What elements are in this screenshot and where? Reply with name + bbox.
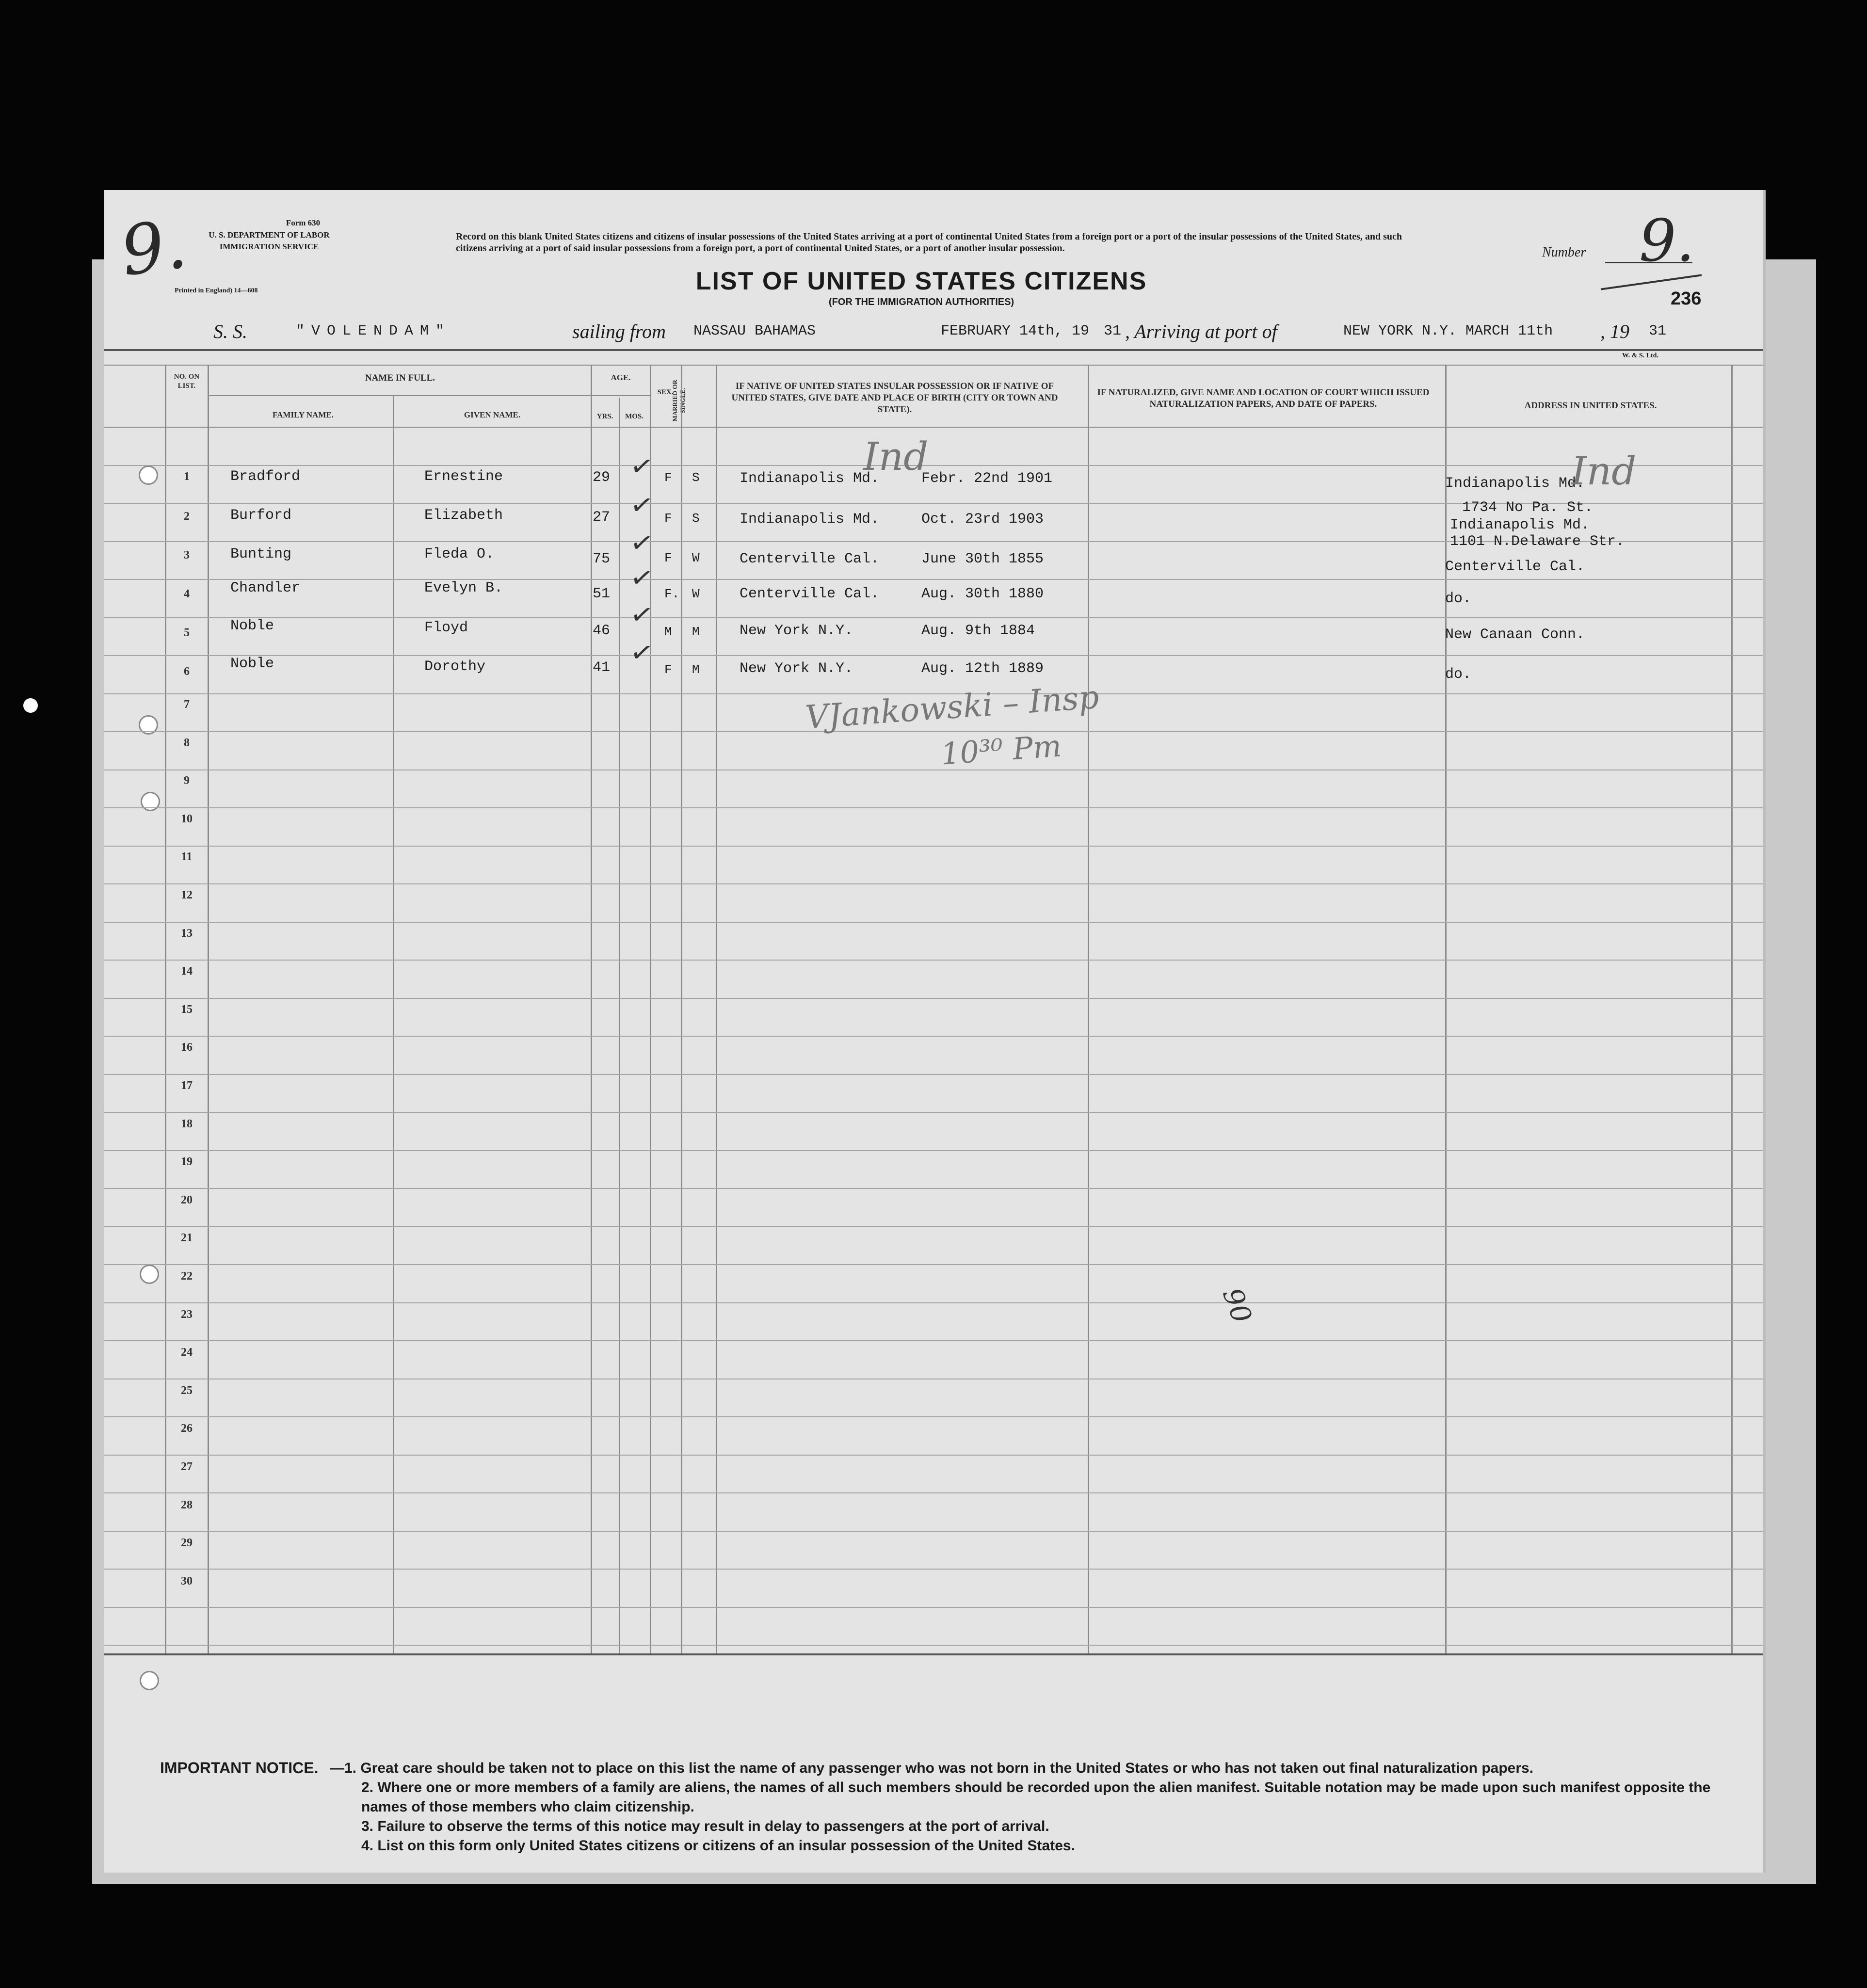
- birth-date-cell: Aug. 9th 1884: [921, 623, 1035, 639]
- sex-cell: M: [664, 625, 672, 639]
- service-name: IMMIGRATION SERVICE: [219, 242, 319, 252]
- row-number: 30: [181, 1575, 193, 1587]
- sex-cell: F: [664, 470, 672, 485]
- row-rule: [104, 1569, 1763, 1570]
- family-name-cell: Chandler: [230, 580, 301, 596]
- printed-in-note: Printed in England) 14—608: [175, 287, 258, 294]
- col-rule: [1088, 365, 1089, 1654]
- row-number: 19: [181, 1155, 193, 1168]
- sex-cell: F: [664, 662, 672, 677]
- inspection-time: 10³⁰ Pm: [939, 728, 1063, 772]
- family-name-cell: Bradford: [230, 468, 301, 485]
- marital-status-cell: M: [692, 625, 700, 639]
- row-rule: [104, 960, 1763, 961]
- birth-place-cell: New York N.Y.: [740, 660, 853, 677]
- sheet-number: 236: [1671, 289, 1702, 309]
- row-number: 24: [181, 1346, 193, 1359]
- arrival-year: 31: [1649, 323, 1667, 339]
- address-line-1: Indianapolis Md.: [1450, 517, 1590, 533]
- punch-hole: [139, 465, 158, 485]
- given-name-cell: Evelyn B.: [424, 580, 503, 596]
- family-name-cell: Bunting: [230, 546, 292, 562]
- age-years-cell: 46: [593, 623, 611, 639]
- col-rule: [208, 365, 209, 1654]
- check-mark-icon: ✓: [628, 449, 656, 484]
- ship-name: "VOLENDAM": [296, 323, 451, 339]
- marital-status-cell: W: [692, 551, 700, 565]
- ss-label: S. S.: [213, 321, 247, 342]
- col-rule: [681, 365, 682, 1654]
- voyage-underline: [104, 349, 1763, 351]
- age-years-cell: 27: [593, 509, 611, 526]
- notice-item-1: —1. Great care should be taken not to place on this list the name of any passenger who was not born in the United States or who has not taken out final naturalization papers.: [330, 1760, 1534, 1776]
- family-name-cell: Burford: [230, 507, 292, 524]
- row-rule: [104, 1455, 1763, 1456]
- col-family-name: FAMILY NAME.: [273, 410, 334, 419]
- marital-status-cell: M: [692, 662, 700, 677]
- family-name-cell: Noble: [230, 618, 274, 634]
- margin-number: 9.: [116, 204, 192, 292]
- address-line-1: Indianapolis Md.: [1445, 475, 1585, 492]
- row-number: 16: [181, 1041, 193, 1054]
- address-line-1: do.: [1445, 666, 1472, 683]
- row-rule: [104, 1264, 1763, 1265]
- row-rule: [104, 731, 1763, 732]
- notice-item-4: 4. List on this form only United States citizens or citizens of an insular possession of the United States.: [361, 1838, 1075, 1854]
- row-number: 15: [181, 1003, 193, 1016]
- row-number: 14: [181, 965, 193, 978]
- birth-place-cell: Centerville Cal.: [740, 586, 880, 602]
- form-subtitle: (FOR THE IMMIGRATION AUTHORITIES): [828, 297, 1014, 307]
- number-value: 9.: [1639, 208, 1695, 275]
- row-rule: [104, 1416, 1763, 1417]
- row-rule: [104, 465, 1763, 466]
- check-mark-icon: ✓: [628, 635, 656, 671]
- col-name-in-full: NAME IN FULL.: [365, 373, 435, 383]
- birth-place-cell: Indianapolis Md.: [740, 511, 880, 528]
- row-number: 13: [181, 927, 193, 940]
- given-name-cell: Ernestine: [424, 468, 503, 485]
- col-sex: SEX.: [657, 388, 674, 396]
- pencil-state-note: Ind: [863, 434, 929, 479]
- row-number: 17: [181, 1079, 193, 1092]
- punch-hole: [140, 1265, 159, 1284]
- row-number: 23: [181, 1308, 193, 1321]
- col-address: ADDRESS IN UNITED STATES.: [1524, 401, 1657, 411]
- row-rule: [104, 998, 1763, 999]
- address-line-1: do.: [1445, 591, 1472, 607]
- form-number: Form 630: [286, 218, 321, 227]
- row-number: 5: [184, 626, 190, 639]
- arrival-century: , 19: [1600, 321, 1629, 342]
- row-rule: [104, 807, 1763, 808]
- row-rule: [104, 1302, 1763, 1303]
- col-rule: [716, 365, 717, 1654]
- col-age-months: MOS.: [625, 413, 644, 420]
- stamp-number: 90: [1216, 1283, 1258, 1328]
- given-name-cell: Dorothy: [424, 658, 486, 675]
- row-rule: [104, 1188, 1763, 1189]
- col-age-years: YRS.: [596, 413, 613, 420]
- notice-label: IMPORTANT NOTICE.: [160, 1759, 319, 1777]
- col-rule: [591, 365, 592, 1654]
- row-number: 12: [181, 889, 193, 901]
- departure-year: 31: [1104, 323, 1122, 339]
- birth-place-cell: Centerville Cal.: [740, 551, 880, 567]
- age-years-cell: 75: [593, 551, 611, 567]
- col-rule: [1731, 365, 1733, 1654]
- birth-date-cell: June 30th 1855: [921, 551, 1044, 567]
- row-rule: [104, 1531, 1763, 1532]
- punch-hole: [23, 698, 38, 713]
- header-top-rule: [104, 365, 1763, 366]
- row-number: 27: [181, 1460, 193, 1473]
- marital-status-cell: S: [692, 470, 700, 485]
- birth-date-cell: Oct. 23rd 1903: [921, 511, 1044, 528]
- row-number: 11: [181, 850, 193, 863]
- col-native-birth: IF NATIVE OF UNITED STATES INSULAR POSSESSION OR IF NATIVE OF UNITED STATES, GIVE DATE AND PLACE OF BIRTH (CITY OR TOWN AND STATE).: [731, 381, 1058, 415]
- row-rule: [104, 1074, 1763, 1075]
- row-rule: [104, 846, 1763, 847]
- birth-place-cell: New York N.Y.: [740, 623, 853, 639]
- arrival-port-date: NEW YORK N.Y. MARCH 11th: [1343, 323, 1553, 339]
- row-rule: [104, 922, 1763, 923]
- row-rule: [104, 579, 1763, 580]
- row-rule: [104, 1112, 1763, 1113]
- row-number: 6: [184, 665, 190, 678]
- row-rule: [104, 1036, 1763, 1037]
- sex-cell: F.: [664, 587, 680, 601]
- address-line-2: 1734 No Pa. St.: [1462, 499, 1593, 516]
- row-number: 18: [181, 1118, 193, 1130]
- row-number: 10: [181, 813, 193, 825]
- number-label: Number: [1542, 245, 1586, 260]
- row-rule: [104, 1150, 1763, 1151]
- departure-date: FEBRUARY 14th, 19: [941, 323, 1090, 339]
- row-number: 20: [181, 1194, 193, 1206]
- age-years-cell: 51: [593, 586, 611, 602]
- row-number: 26: [181, 1422, 193, 1435]
- check-mark-icon: ✓: [628, 561, 656, 596]
- form-id-block: [182, 217, 356, 253]
- given-name-cell: Floyd: [424, 620, 468, 636]
- row-number: 9: [184, 774, 190, 787]
- row-number: 2: [184, 510, 190, 523]
- name-header-rule: [209, 395, 650, 396]
- punch-hole: [141, 792, 160, 811]
- check-mark-icon: ✓: [628, 597, 656, 633]
- record-note: Record on this blank United States citizens and citizens of insular possessions of the United States arriving at a port of continental United States from a foreign port or a port of the insular possessions of the United States, and such citizens arriving at a port of said insular possessions from a foreign port, a port of continental United States, or a port of another insular possession.: [456, 231, 1402, 254]
- birth-date-cell: Febr. 22nd 1901: [921, 470, 1053, 487]
- row-number: 28: [181, 1499, 193, 1511]
- row-number: 3: [184, 549, 190, 561]
- form-title: LIST OF UNITED STATES CITIZENS: [695, 267, 1147, 295]
- age-years-cell: 41: [593, 659, 611, 676]
- marital-status-cell: W: [692, 587, 700, 601]
- row-rule: [104, 883, 1763, 884]
- row-rule: [104, 655, 1763, 656]
- birth-place-cell: Indianapolis Md.: [740, 470, 880, 487]
- row-number: 4: [184, 588, 190, 600]
- age-years-cell: 29: [593, 469, 611, 486]
- notice-item-3: 3. Failure to observe the terms of this notice may result in delay to passengers at the port of arrival.: [361, 1818, 1049, 1834]
- check-mark-icon: ✓: [628, 488, 656, 523]
- punch-hole: [140, 1671, 159, 1690]
- col-rule: [393, 395, 394, 1654]
- birth-date-cell: Aug. 12th 1889: [921, 660, 1044, 677]
- sex-cell: F: [664, 511, 672, 526]
- check-mark-icon: ✓: [628, 526, 656, 561]
- inspector-signature: VJankowski – Insp: [804, 678, 1100, 737]
- table-bottom-rule: [104, 1653, 1763, 1655]
- row-rule: [104, 1340, 1763, 1341]
- address-line-2: 1101 N.Delaware Str.: [1450, 533, 1625, 550]
- address-line-1: New Canaan Conn.: [1445, 626, 1585, 643]
- marital-status-cell: S: [692, 511, 700, 526]
- row-number: 7: [184, 698, 190, 711]
- col-rule: [619, 398, 620, 1654]
- given-name-cell: Elizabeth: [424, 507, 503, 524]
- number-underline: [1605, 262, 1692, 263]
- row-rule: [104, 1645, 1763, 1646]
- header-bottom-rule: [104, 427, 1763, 428]
- col-rule: [165, 365, 166, 1654]
- col-rule: [1445, 365, 1447, 1654]
- col-age: AGE.: [611, 373, 631, 382]
- sex-cell: F: [664, 551, 672, 565]
- row-number: 25: [181, 1384, 193, 1397]
- col-married-single: MARRIED OR SINGLE.: [671, 380, 686, 422]
- pencil-state-note: Ind: [1571, 449, 1637, 494]
- col-no-on-list: NO. ON LIST.: [174, 373, 200, 390]
- row-number: 1: [184, 470, 190, 483]
- col-given-name: GIVEN NAME.: [464, 410, 521, 419]
- row-number: 29: [181, 1537, 193, 1549]
- notice-item-2: 2. Where one or more members of a family are aliens, the names of all such members should be recorded upon the alien manifest. Suitable notation may be made upon such manifest opposite the names of those members who claim citizenship.: [361, 1780, 1711, 1815]
- row-number: 8: [184, 737, 190, 749]
- given-name-cell: Fleda O.: [424, 546, 495, 562]
- col-naturalized: IF NATURALIZED, GIVE NAME AND LOCATION OF COURT WHICH ISSUED NATURALIZATION PAPERS, AND DATE OF PAPERS.: [1097, 387, 1430, 409]
- manifest-sheet: [104, 190, 1766, 1873]
- family-name-cell: Noble: [230, 656, 274, 672]
- departure-port: NASSAU BAHAMAS: [693, 323, 816, 339]
- row-rule: [104, 617, 1763, 618]
- birth-date-cell: Aug. 30th 1880: [921, 586, 1044, 602]
- row-rule: [104, 1492, 1763, 1493]
- row-rule: [104, 1226, 1763, 1227]
- address-line-1: Centerville Cal.: [1445, 559, 1585, 575]
- sailing-from-label: sailing from: [572, 321, 666, 342]
- row-number: 22: [181, 1270, 193, 1283]
- row-number: 21: [181, 1232, 193, 1244]
- arriving-label: , Arriving at port of: [1125, 321, 1277, 342]
- row-rule: [104, 1607, 1763, 1608]
- printer-mark: W. & S. Ltd.: [1622, 352, 1658, 359]
- voyage-line: [213, 320, 1717, 347]
- department-name: U. S. DEPARTMENT OF LABOR: [209, 230, 330, 240]
